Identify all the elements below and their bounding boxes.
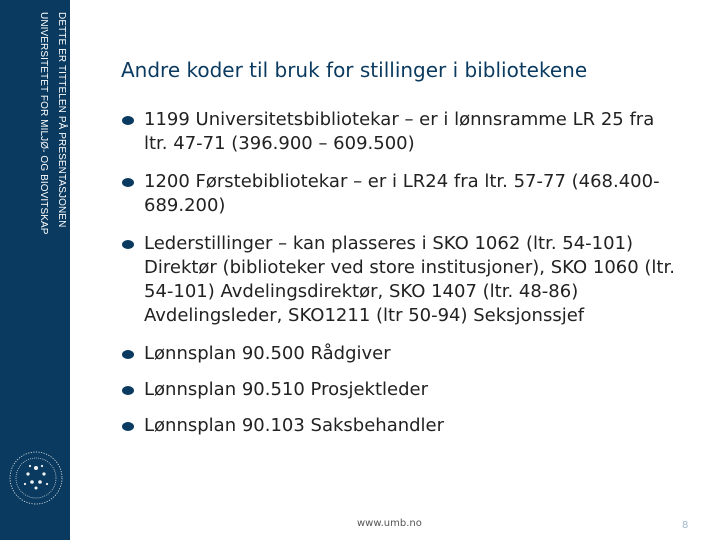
bullet-dot-icon (122, 386, 134, 395)
presentation-title-vertical: DETTE ER TITTELEN PÅ PRESENTASJONEN (56, 12, 67, 228)
list-item-text: Lønnsplan 90.500 Rådgiver (144, 343, 391, 364)
bullet-dot-icon (122, 240, 134, 249)
bullet-dot-icon (122, 350, 134, 359)
list-item (120, 378, 680, 402)
bullet-dot-icon (122, 116, 134, 125)
page-number: 8 (682, 520, 689, 531)
list-item (120, 414, 680, 438)
footer-url[interactable]: www.umb.no (357, 518, 422, 529)
list-item (120, 170, 680, 218)
list-item (120, 342, 680, 366)
umb-seal-logo (8, 438, 64, 530)
list-item-text: Lønnsplan 90.103 Saksbehandler (144, 415, 445, 436)
slide-title: Andre koder til bruk for stillinger i bibliotekene (121, 58, 588, 82)
bullet-dot-icon (122, 422, 134, 431)
bullet-dot-icon (122, 178, 134, 187)
list-item-text: 1199 Universitetsbibliotekar – er i lønnsramme LR 25 fra ltr. 47-71 (396.900 – 609.500) (144, 109, 655, 154)
bullet-list (120, 108, 680, 452)
list-item-text: Lederstillinger – kan plasseres i SKO 1062 (ltr. 54-101) Direktør (biblioteker ved store institusjoner), SKO 1060 (ltr. 54-101) Avdelingsdirektør, SKO 1407 (ltr. 48-86) Avdelingsleder, SKO1211 (ltr 50-94) Seksjonssjef (144, 233, 675, 326)
list-item (120, 108, 680, 156)
list-item-text: Lønnsplan 90.510 Prosjektleder (144, 379, 428, 400)
list-item (120, 232, 680, 328)
sidebar (0, 0, 70, 540)
list-item-text: 1200 Førstebibliotekar – er i LR24 fra ltr. 57-77 (468.400-689.200) (144, 171, 660, 216)
university-name-vertical: UNIVERSITETET FOR MILJØ- OG BIOVITSKAP (38, 12, 49, 235)
